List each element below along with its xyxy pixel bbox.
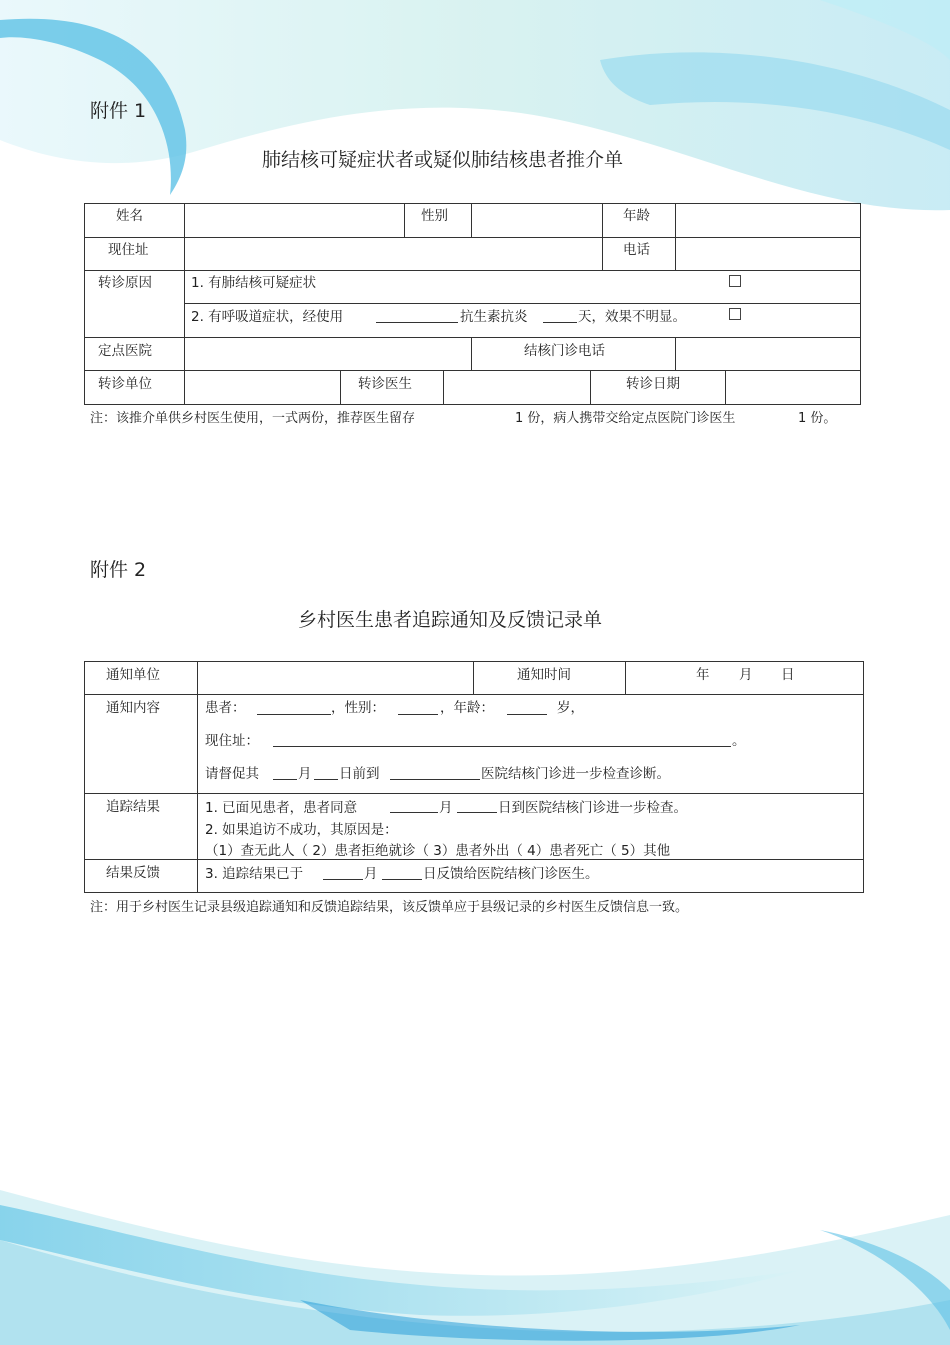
referral-doctor-label: 转诊医生: [358, 376, 412, 392]
hospital-label: 定点医院: [98, 343, 152, 359]
annex1-title: 肺结核可疑症状者或疑似肺结核患者推介单: [262, 149, 624, 171]
annex1-note-part1: 注：该推介单供乡村医生使用，一式两份，推荐医生留存: [90, 411, 416, 426]
gender-field[interactable]: [474, 206, 599, 234]
urge-day-label: 日前到: [339, 766, 380, 782]
patient-address-label: 现住址：: [205, 733, 259, 749]
annex1-note-part3: 1 份。: [798, 411, 837, 426]
patient-age-label: ，年龄：: [440, 700, 494, 716]
referral-date-label: 转诊日期: [626, 376, 680, 392]
notify-content-label: 通知内容: [106, 700, 160, 716]
antibiotic-blank[interactable]: [376, 322, 458, 323]
referral-date-field[interactable]: [728, 373, 858, 401]
patient-label: 患者：: [205, 700, 246, 716]
notify-day-label: 日: [781, 667, 795, 683]
phone-field[interactable]: [678, 240, 858, 268]
patient-name-blank[interactable]: [257, 714, 331, 715]
annex2-title: 乡村医生患者追踪通知及反馈记录单: [298, 609, 603, 631]
urge-label: 请督促其: [205, 766, 259, 782]
notify-unit-field[interactable]: [200, 664, 470, 692]
clinic-phone-field[interactable]: [678, 340, 858, 368]
feedback-label: 结果反馈: [106, 865, 160, 881]
address-label: 现住址: [108, 242, 149, 258]
tracking-failure-reasons: （1）查无此人（ 2）患者拒绝就诊（ 3）患者外出（ 4）患者死亡（ 5）其他: [205, 843, 671, 859]
address-period: 。: [732, 733, 746, 749]
tracking-result-label: 追踪结果: [106, 799, 160, 815]
urge-instruction: 医院结核门诊进一步检查诊断。: [481, 766, 670, 782]
annex2-label: 附件 2: [90, 559, 147, 581]
referral-reason-label: 转诊原因: [98, 275, 152, 291]
annex1-label: 附件 1: [90, 100, 147, 122]
reason-option-2-antibiotic: 抗生素抗炎: [460, 309, 528, 325]
gender-label: 性别: [421, 208, 448, 224]
age-field[interactable]: [678, 206, 858, 234]
tracking-day-blank[interactable]: [457, 812, 497, 813]
referral-unit-field[interactable]: [186, 373, 336, 401]
reason-option-1: 1. 有肺结核可疑症状: [191, 275, 317, 291]
patient-gender-blank[interactable]: [398, 714, 438, 715]
phone-label: 电话: [623, 242, 650, 258]
notify-year-label: 年: [696, 667, 710, 683]
referral-unit-label: 转诊单位: [98, 376, 152, 392]
reason-option-2: 2. 有呼吸道症状，经使用: [191, 309, 344, 325]
annex2-note: 注：用于乡村医生记录县级追踪通知和反馈追踪结果，该反馈单应于县级记录的乡村医生反馈信息一致。: [90, 900, 689, 915]
urge-month-blank[interactable]: [273, 779, 297, 780]
reason-option-2-effect: 天，效果不明显。: [578, 309, 686, 325]
hospital-field[interactable]: [186, 340, 468, 368]
reason-2-checkbox[interactable]: [729, 308, 741, 320]
tracking-month-label: 月: [439, 800, 453, 816]
tracking-result-2: 2. 如果追访不成功，其原因是：: [205, 822, 398, 838]
days-blank[interactable]: [543, 322, 577, 323]
urge-month-label: 月: [298, 766, 312, 782]
feedback-day-blank[interactable]: [382, 879, 422, 880]
feedback-text: 3. 追踪结果已于: [205, 866, 304, 882]
age-label: 年龄: [623, 208, 650, 224]
notify-time-label: 通知时间: [517, 667, 571, 683]
urge-hospital-blank[interactable]: [390, 779, 480, 780]
clinic-phone-label: 结核门诊电话: [524, 343, 605, 359]
age-unit-label: 岁，: [557, 700, 584, 716]
name-label: 姓名: [116, 208, 143, 224]
reason-1-checkbox[interactable]: [729, 275, 741, 287]
annex1-note-part2: 1 份，病人携带交给定点医院门诊医生: [515, 411, 736, 426]
notify-month-label: 月: [739, 667, 753, 683]
address-field[interactable]: [186, 240, 598, 268]
patient-age-blank[interactable]: [507, 714, 547, 715]
name-field[interactable]: [186, 206, 401, 234]
urge-day-blank[interactable]: [314, 779, 338, 780]
referral-doctor-field[interactable]: [446, 373, 586, 401]
patient-gender-label: ，性别：: [331, 700, 385, 716]
tracking-month-blank[interactable]: [390, 812, 438, 813]
tracking-result-1-tail: 日到医院结核门诊进一步检查。: [498, 800, 687, 816]
notify-unit-label: 通知单位: [106, 667, 160, 683]
feedback-text-tail: 日反馈给医院结核门诊医生。: [423, 866, 599, 882]
feedback-month-blank[interactable]: [323, 879, 363, 880]
patient-address-blank[interactable]: [273, 746, 731, 747]
tracking-result-1: 1. 已面见患者，患者同意: [205, 800, 358, 816]
feedback-month-label: 月: [364, 866, 378, 882]
